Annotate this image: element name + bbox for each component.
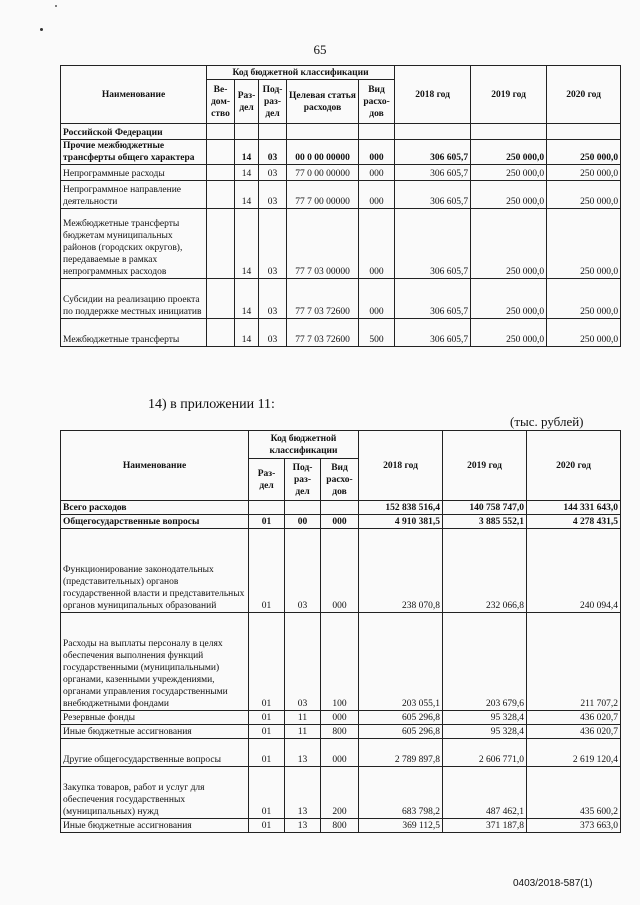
row-name: Функционирование законодательных (представительных) органов государственной власти и представительных органов муниципальных образований: [61, 529, 249, 613]
row-value-2019: 232 066,8: [443, 529, 527, 613]
row-value-2020: 250 000,0: [547, 140, 621, 165]
row-razdel: 14: [235, 140, 259, 165]
table-row: [61, 711, 621, 725]
row-name: Расходы на выплаты персоналу в целях обеспечения выполнения функций государственными (муниципальными) органами, казенными учреждениями, органами управления государственными внебюджетными фондами: [61, 613, 249, 711]
row-podrazdel: 03: [259, 181, 287, 209]
row-name: Иные бюджетные ассигнования: [61, 725, 249, 739]
col-razdel-header: Раз-дел: [249, 459, 285, 501]
row-podrazdel: 03: [259, 279, 287, 319]
table-row: [61, 515, 621, 529]
col-2018-header: 2018 год: [395, 66, 471, 124]
row-razdel: [249, 501, 285, 515]
row-podrazdel: 03: [259, 209, 287, 279]
row-razdel: 14: [235, 181, 259, 209]
row-value-2019: 250 000,0: [471, 209, 547, 279]
row-vedomstvo: [207, 140, 235, 165]
row-tselevaya: 77 7 03 72600: [287, 319, 359, 347]
col-2020-header: 2020 год: [547, 66, 621, 124]
row-value-2020: 240 094,4: [527, 529, 621, 613]
row-vid: 000: [359, 165, 395, 181]
table-row: [61, 529, 621, 613]
row-name: Непрограммные расходы: [61, 165, 207, 181]
row-podrazdel: 11: [285, 711, 321, 725]
row-value-2019: 250 000,0: [471, 279, 547, 319]
row-value-2020: 250 000,0: [547, 319, 621, 347]
row-tselevaya: 00 0 00 00000: [287, 140, 359, 165]
col-razdel-header: Раз-дел: [235, 80, 259, 124]
units-label: (тыс. рублей): [510, 414, 584, 429]
scan-speck: [55, 5, 57, 7]
row-vid: 000: [321, 711, 359, 725]
row-razdel: 14: [235, 209, 259, 279]
row-value-2019: 3 885 552,1: [443, 515, 527, 529]
row-value-2019: 250 000,0: [471, 165, 547, 181]
row-value-2019: 140 758 747,0: [443, 501, 527, 515]
row-value-2020: 211 707,2: [527, 613, 621, 711]
row-value-2019: 487 462,1: [443, 767, 527, 819]
row-podrazdel: 03: [259, 165, 287, 181]
col-2019-header: 2019 год: [443, 431, 527, 501]
row-value-2018: 152 838 516,4: [359, 501, 443, 515]
row-name: Субсидии на реализацию проекта по поддержке местных инициатив: [61, 279, 207, 319]
row-podrazdel: 03: [259, 319, 287, 347]
row-vid: 000: [321, 739, 359, 767]
row-vid: 500: [359, 319, 395, 347]
row-value-2018: 238 070,8: [359, 529, 443, 613]
table-row: [61, 767, 621, 819]
row-podrazdel: 03: [259, 140, 287, 165]
row-value-2018: 605 296,8: [359, 725, 443, 739]
row-name: Общегосударственные вопросы: [61, 515, 249, 529]
row-razdel: 14: [235, 279, 259, 319]
row-value-2020: 250 000,0: [547, 181, 621, 209]
col-code-group-header: Код бюджетной классификации: [249, 431, 359, 459]
row-value-2018: 306 605,7: [395, 279, 471, 319]
row-razdel: 01: [249, 711, 285, 725]
row-value-2018: 306 605,7: [395, 165, 471, 181]
row-name: Межбюджетные трансферты бюджетам муниципальных районов (городских округов), передаваемые в рамках непрограммных расходов: [61, 209, 207, 279]
row-value-2020: 250 000,0: [547, 279, 621, 319]
row-razdel: 01: [249, 529, 285, 613]
scan-speck: [40, 28, 43, 31]
row-value-2019: 95 328,4: [443, 725, 527, 739]
row-tselevaya: 77 7 03 00000: [287, 209, 359, 279]
row-vid: 200: [321, 767, 359, 819]
row-razdel: 01: [249, 739, 285, 767]
row-value-2019: 250 000,0: [471, 140, 547, 165]
row-vid: 000: [359, 209, 395, 279]
row-name: Прочие межбюджетные трансферты общего характера: [61, 140, 207, 165]
row-value-2020: 436 020,7: [527, 725, 621, 739]
table-row: [61, 725, 621, 739]
table-row: [61, 501, 621, 515]
row-value-2018: 683 798,2: [359, 767, 443, 819]
row-vedomstvo: [207, 209, 235, 279]
row-vedomstvo: [207, 165, 235, 181]
row-name: Иные бюджетные ассигнования: [61, 819, 249, 833]
row-vid: 000: [321, 515, 359, 529]
col-vedomstvo-header: Ве-дом-ство: [207, 80, 235, 124]
row-podrazdel: [285, 501, 321, 515]
col-2019-header: 2019 год: [471, 66, 547, 124]
row-razdel: 01: [249, 725, 285, 739]
col-2020-header: 2020 год: [527, 431, 621, 501]
col-2018-header: 2018 год: [359, 431, 443, 501]
row-razdel: 01: [249, 767, 285, 819]
row-tselevaya: 77 0 00 00000: [287, 165, 359, 181]
row-name: Непрограммное направление деятельности: [61, 181, 207, 209]
row-name: Всего расходов: [61, 501, 249, 515]
col-name-header: Наименование: [61, 66, 207, 124]
row-value-2020: 250 000,0: [547, 165, 621, 181]
page-number: 65: [313, 42, 327, 57]
row-vid: 800: [321, 819, 359, 833]
row-value-2019: 250 000,0: [471, 181, 547, 209]
row-podrazdel: 03: [285, 613, 321, 711]
table-row: [61, 613, 621, 711]
row-name: Закупка товаров, работ и услуг для обеспечения государственных (муниципальных) нужд: [61, 767, 249, 819]
col-podrazdel-header: Под-раз-дел: [259, 80, 287, 124]
row-vid: 000: [359, 279, 395, 319]
section-caption: 14) в приложении 11:: [148, 397, 275, 412]
row-value-2018: 306 605,7: [395, 181, 471, 209]
row-podrazdel: 13: [285, 819, 321, 833]
row-podrazdel: 03: [285, 529, 321, 613]
budget-table-departmental: [60, 65, 621, 347]
row-tselevaya: 77 7 03 72600: [287, 279, 359, 319]
row-value-2018: 369 112,5: [359, 819, 443, 833]
row-vid: 000: [359, 181, 395, 209]
table-row: [61, 819, 621, 833]
row-value-2018: 203 055,1: [359, 613, 443, 711]
row-podrazdel: 00: [285, 515, 321, 529]
col-vid-header: Вид расхо-дов: [359, 80, 395, 124]
row-name: Межбюджетные трансферты: [61, 319, 207, 347]
budget-table-sections: [60, 430, 621, 833]
col-name-header: Наименование: [61, 431, 249, 501]
row-razdel: 14: [235, 165, 259, 181]
row-vid: 100: [321, 613, 359, 711]
row-vedomstvo: [207, 319, 235, 347]
col-tselevaya-header: Целевая статья расходов: [287, 80, 359, 124]
row-value-2020: 373 663,0: [527, 819, 621, 833]
row-podrazdel: 13: [285, 739, 321, 767]
col-code-group-header: Код бюджетной классификации: [207, 66, 395, 80]
row-value-2019: 203 679,6: [443, 613, 527, 711]
row-value-2018: 306 605,7: [395, 140, 471, 165]
row-vid: 000: [359, 140, 395, 165]
row-razdel: 01: [249, 515, 285, 529]
row-razdel: 14: [235, 319, 259, 347]
col-vid-header: Вид расхо-дов: [321, 459, 359, 501]
row-value-2018: 306 605,7: [395, 209, 471, 279]
row-vid: 000: [321, 529, 359, 613]
row-name: Резервные фонды: [61, 711, 249, 725]
row-podrazdel: 11: [285, 725, 321, 739]
row-value-2020: 436 020,7: [527, 711, 621, 725]
row-value-2020: 4 278 431,5: [527, 515, 621, 529]
row-value-2018: 306 605,7: [395, 319, 471, 347]
table-row: [61, 165, 621, 181]
row-podrazdel: 13: [285, 767, 321, 819]
row-value-2019: 2 606 771,0: [443, 739, 527, 767]
row-value-2020: 144 331 643,0: [527, 501, 621, 515]
row-tselevaya: 77 7 00 00000: [287, 181, 359, 209]
continued-row-label: Российской Федерации: [61, 124, 207, 140]
table-row: [61, 319, 621, 347]
col-podrazdel-header: Под-раз-дел: [285, 459, 321, 501]
row-value-2020: 2 619 120,4: [527, 739, 621, 767]
row-razdel: 01: [249, 819, 285, 833]
table-row: [61, 279, 621, 319]
row-razdel: 01: [249, 613, 285, 711]
row-value-2018: 4 910 381,5: [359, 515, 443, 529]
table-row: [61, 140, 621, 165]
row-value-2018: 2 789 897,8: [359, 739, 443, 767]
row-value-2019: 250 000,0: [471, 319, 547, 347]
row-vedomstvo: [207, 181, 235, 209]
row-value-2020: 435 600,2: [527, 767, 621, 819]
row-vid: 800: [321, 725, 359, 739]
row-value-2019: 371 187,8: [443, 819, 527, 833]
row-value-2020: 250 000,0: [547, 209, 621, 279]
table-row: [61, 739, 621, 767]
table-row: [61, 181, 621, 209]
row-vid: [321, 501, 359, 515]
document-id: 0403/2018-587(1): [513, 878, 593, 889]
row-value-2019: 95 328,4: [443, 711, 527, 725]
row-value-2018: 605 296,8: [359, 711, 443, 725]
table-row: [61, 209, 621, 279]
row-name: Другие общегосударственные вопросы: [61, 739, 249, 767]
row-vedomstvo: [207, 279, 235, 319]
